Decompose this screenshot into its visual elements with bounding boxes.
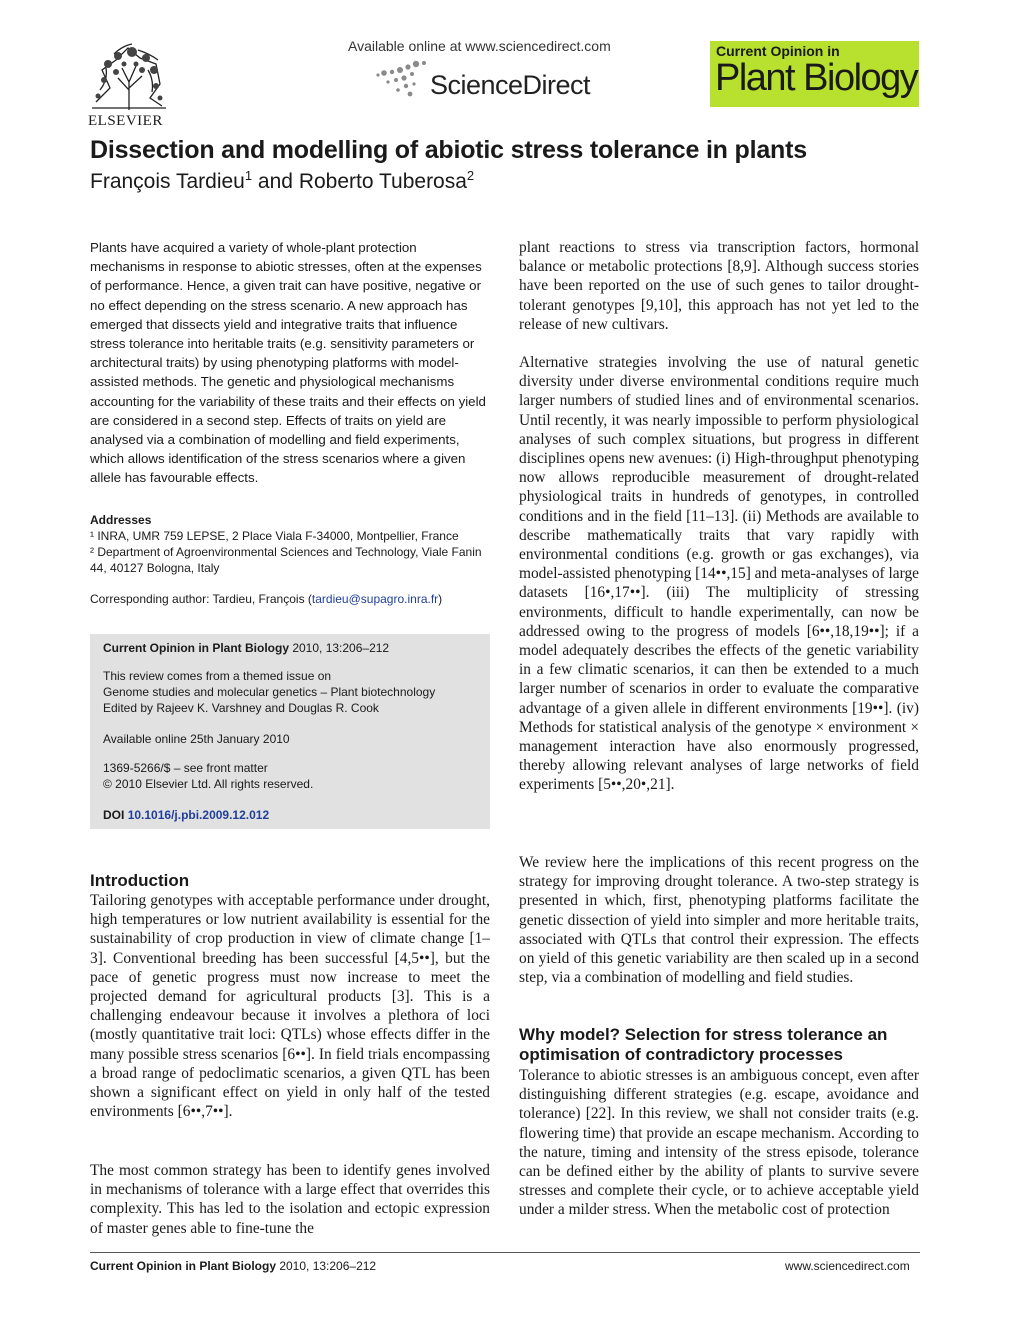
doi-link[interactable]: 10.1016/j.pbi.2009.12.012 <box>127 808 270 822</box>
author-name: Roberto Tuberosa <box>298 170 467 193</box>
infobox-available: Available online 25th January 2010 <box>103 732 290 746</box>
addresses <box>90 528 490 577</box>
footer-divider <box>90 1252 920 1253</box>
section-heading-why-model: Why model? Selection for stress tolerance an optimisation of contradictory processes <box>519 1025 888 1064</box>
author-affiliation-mark: 2 <box>466 168 475 183</box>
infobox-issn: 1369-5266/$ – see front matter <box>103 761 268 775</box>
introduction-paragraph: The most common strategy has been to identify genes involved in mechanisms of tolerance with a large effect that overrides this complexity. This has led to the isolation and ectopic expression of master genes able to fine-tune the <box>90 1162 490 1237</box>
body-paragraph: Alternative strategies involving the use of natural genetic diversity under diverse environmental conditions require much larger numbers of studied lines and of environmental scenarios. Until recently, it was nearly impossible to perform physiological analyses of such complex situations, but progress in different disciplines opens new avenues: (i) High-throughput phenotyping now allows reproducible measurement of drought-related physiological traits in hundreds of genotypes, in controlled conditions and in the field [11–13]. (ii) Methods are available to describe mathematically traits that vary rapidly with environmental conditions (e.g. growth or gas exchanges), via model-assisted phenotyping [14••,15] and meta-analyses of large datasets [16•,17••]. (iii) The multiplicity of stressing environments, difficult to handle experimentally, can now be addressed owing to the progress of models [6••,18,19••]; if a model adequately describes the effects of the genetic variability in a few climatic scenarios, it can then be extended to a much larger number of scenarios in order to evaluate the comparative advantage of a given allele in different environments [19••]. (iv) Methods for statistical analysis of the genotype × environment × management interaction have also enormously progressed, thereby allowing relevant analyses of large networks of field experiments [5••,20•,21]. <box>519 354 919 794</box>
body-paragraph: plant reactions to stress via transcription factors, hormonal balance or metabolic protections [8,9]. Although success stories have been reported on the use of such genes to tailor drought-tolerant genotypes [9,10], this approach has not yet led to the release of new cultivars. <box>519 239 919 333</box>
body-paragraph: We review here the implications of this recent progress on the strategy for improving drought tolerance. A two-step strategy is presented in which, first, phenotyping platforms facilitate the genetic dissection of yield into simpler and more heritable traits, associated with QTLs that control their expression. The effects on yield of this genetic variability are then scaled up in a second step, via a combination of modelling and field studies. <box>519 854 919 987</box>
corresponding-prefix: Corresponding author: Tardieu, François ( <box>90 592 312 606</box>
addresses-heading: Addresses <box>90 513 152 527</box>
available-online-text: Available online at www.sciencedirect.com <box>348 38 611 54</box>
sciencedirect-wordmark: ScienceDirect <box>430 70 591 100</box>
authors <box>90 168 474 194</box>
introduction-paragraph: Tailoring genotypes with acceptable performance under drought, high temperatures or low nutrient availability is essential for the sustainability of crop production in view of climate change [1–3]. Conventional breeding has been successful [4,5••], but the pace of genetic progress must now increase to meet the projected demand for agricultural products [3]. This is a challenging endeavour because it involves a plethora of loci (mostly quantitative trait loci: QTLs) whose effects differ in the many possible stress scenarios [6••]. In field trials encompassing a broad range of pedoclimatic scenarios, a given QTL has been shown a significant effect on yield in only half of the tested environments [6••,7••]. <box>90 892 490 1121</box>
journal-logo-line1: Current Opinion in <box>716 43 840 59</box>
infobox-themed-line: This review comes from a themed issue on <box>103 669 332 683</box>
footer-citation <box>90 1259 376 1273</box>
corresponding-author <box>90 592 490 606</box>
author-name: François Tardieu <box>90 170 245 193</box>
corresponding-suffix: ) <box>438 592 443 606</box>
publisher-name: ELSEVIER <box>88 113 163 129</box>
infobox-citation <box>103 640 483 656</box>
sciencedirect-dots-icon <box>376 58 428 100</box>
article-info-box <box>90 634 490 829</box>
journal-logo-line2: Plant Biology <box>715 57 918 99</box>
article-title: Dissection and modelling of abiotic stress tolerance in plants <box>90 136 807 164</box>
author-affiliation-mark: 1 <box>244 168 253 183</box>
infobox-journal: Current Opinion in Plant Biology <box>103 641 289 655</box>
infobox-volume: 2010, 13:206–212 <box>289 641 390 655</box>
journal-logo <box>710 41 919 107</box>
infobox-themed-issue: Genome studies and molecular genetics – Plant biotechnology <box>103 685 436 699</box>
introduction-heading: Introduction <box>90 871 190 890</box>
footer-volume: 2010, 13:206–212 <box>276 1259 377 1273</box>
author-joiner: and <box>252 170 299 193</box>
email-link[interactable]: tardieu@supagro.inra.fr <box>311 592 439 606</box>
infobox-copyright: © 2010 Elsevier Ltd. All rights reserved. <box>103 777 314 791</box>
address-line: ² Department of Agroenvironmental Sciences and Technology, Viale Fanin 44, 40127 Bologna, Italy <box>90 545 482 576</box>
abstract: Plants have acquired a variety of whole-plant protection mechanisms in response to abiotic stresses, often at the expenses of performance. Hence, a given trait can have positive, negative or no effect depending on the stress scenario. A new approach has emerged that dissects yield and integrative traits that influence stress tolerance into heritable traits (e.g. sensitivity parameters or architectural traits) by using phenotyping platforms with model-assisted methods. The genetic and physiological mechanisms accounting for the variability of these traits and their effects on yield are considered in a second step. Effects of traits on yield are analysed via a combination of modelling and field experiments, which allows identification of the stress scenarios where a given allele has favourable effects. <box>90 240 486 486</box>
footer-url[interactable]: www.sciencedirect.com <box>785 1259 910 1273</box>
infobox-editors: Edited by Rajeev K. Varshney and Douglas R. Cook <box>103 701 379 715</box>
doi-label: DOI <box>103 808 125 822</box>
infobox-doi <box>103 807 483 823</box>
body-paragraph: Tolerance to abiotic stresses is an ambiguous concept, even after distinguishing different strategies (e.g. escape, avoidance and tolerance) [22]. In this review, we shall not consider traits (e.g. flowering time) that provide an escape mechanism. According to the nature, timing and intensity of the stress episode, tolerance can be defined either by the ability of plants to survive severe stresses and complete their cycle, or to achieve acceptable yield under a milder stress. When the metabolic cost of protection <box>519 1067 919 1219</box>
address-line: ¹ INRA, UMR 759 LEPSE, 2 Place Viala F-34000, Montpellier, France <box>90 529 459 543</box>
footer-journal: Current Opinion in Plant Biology <box>90 1259 276 1273</box>
